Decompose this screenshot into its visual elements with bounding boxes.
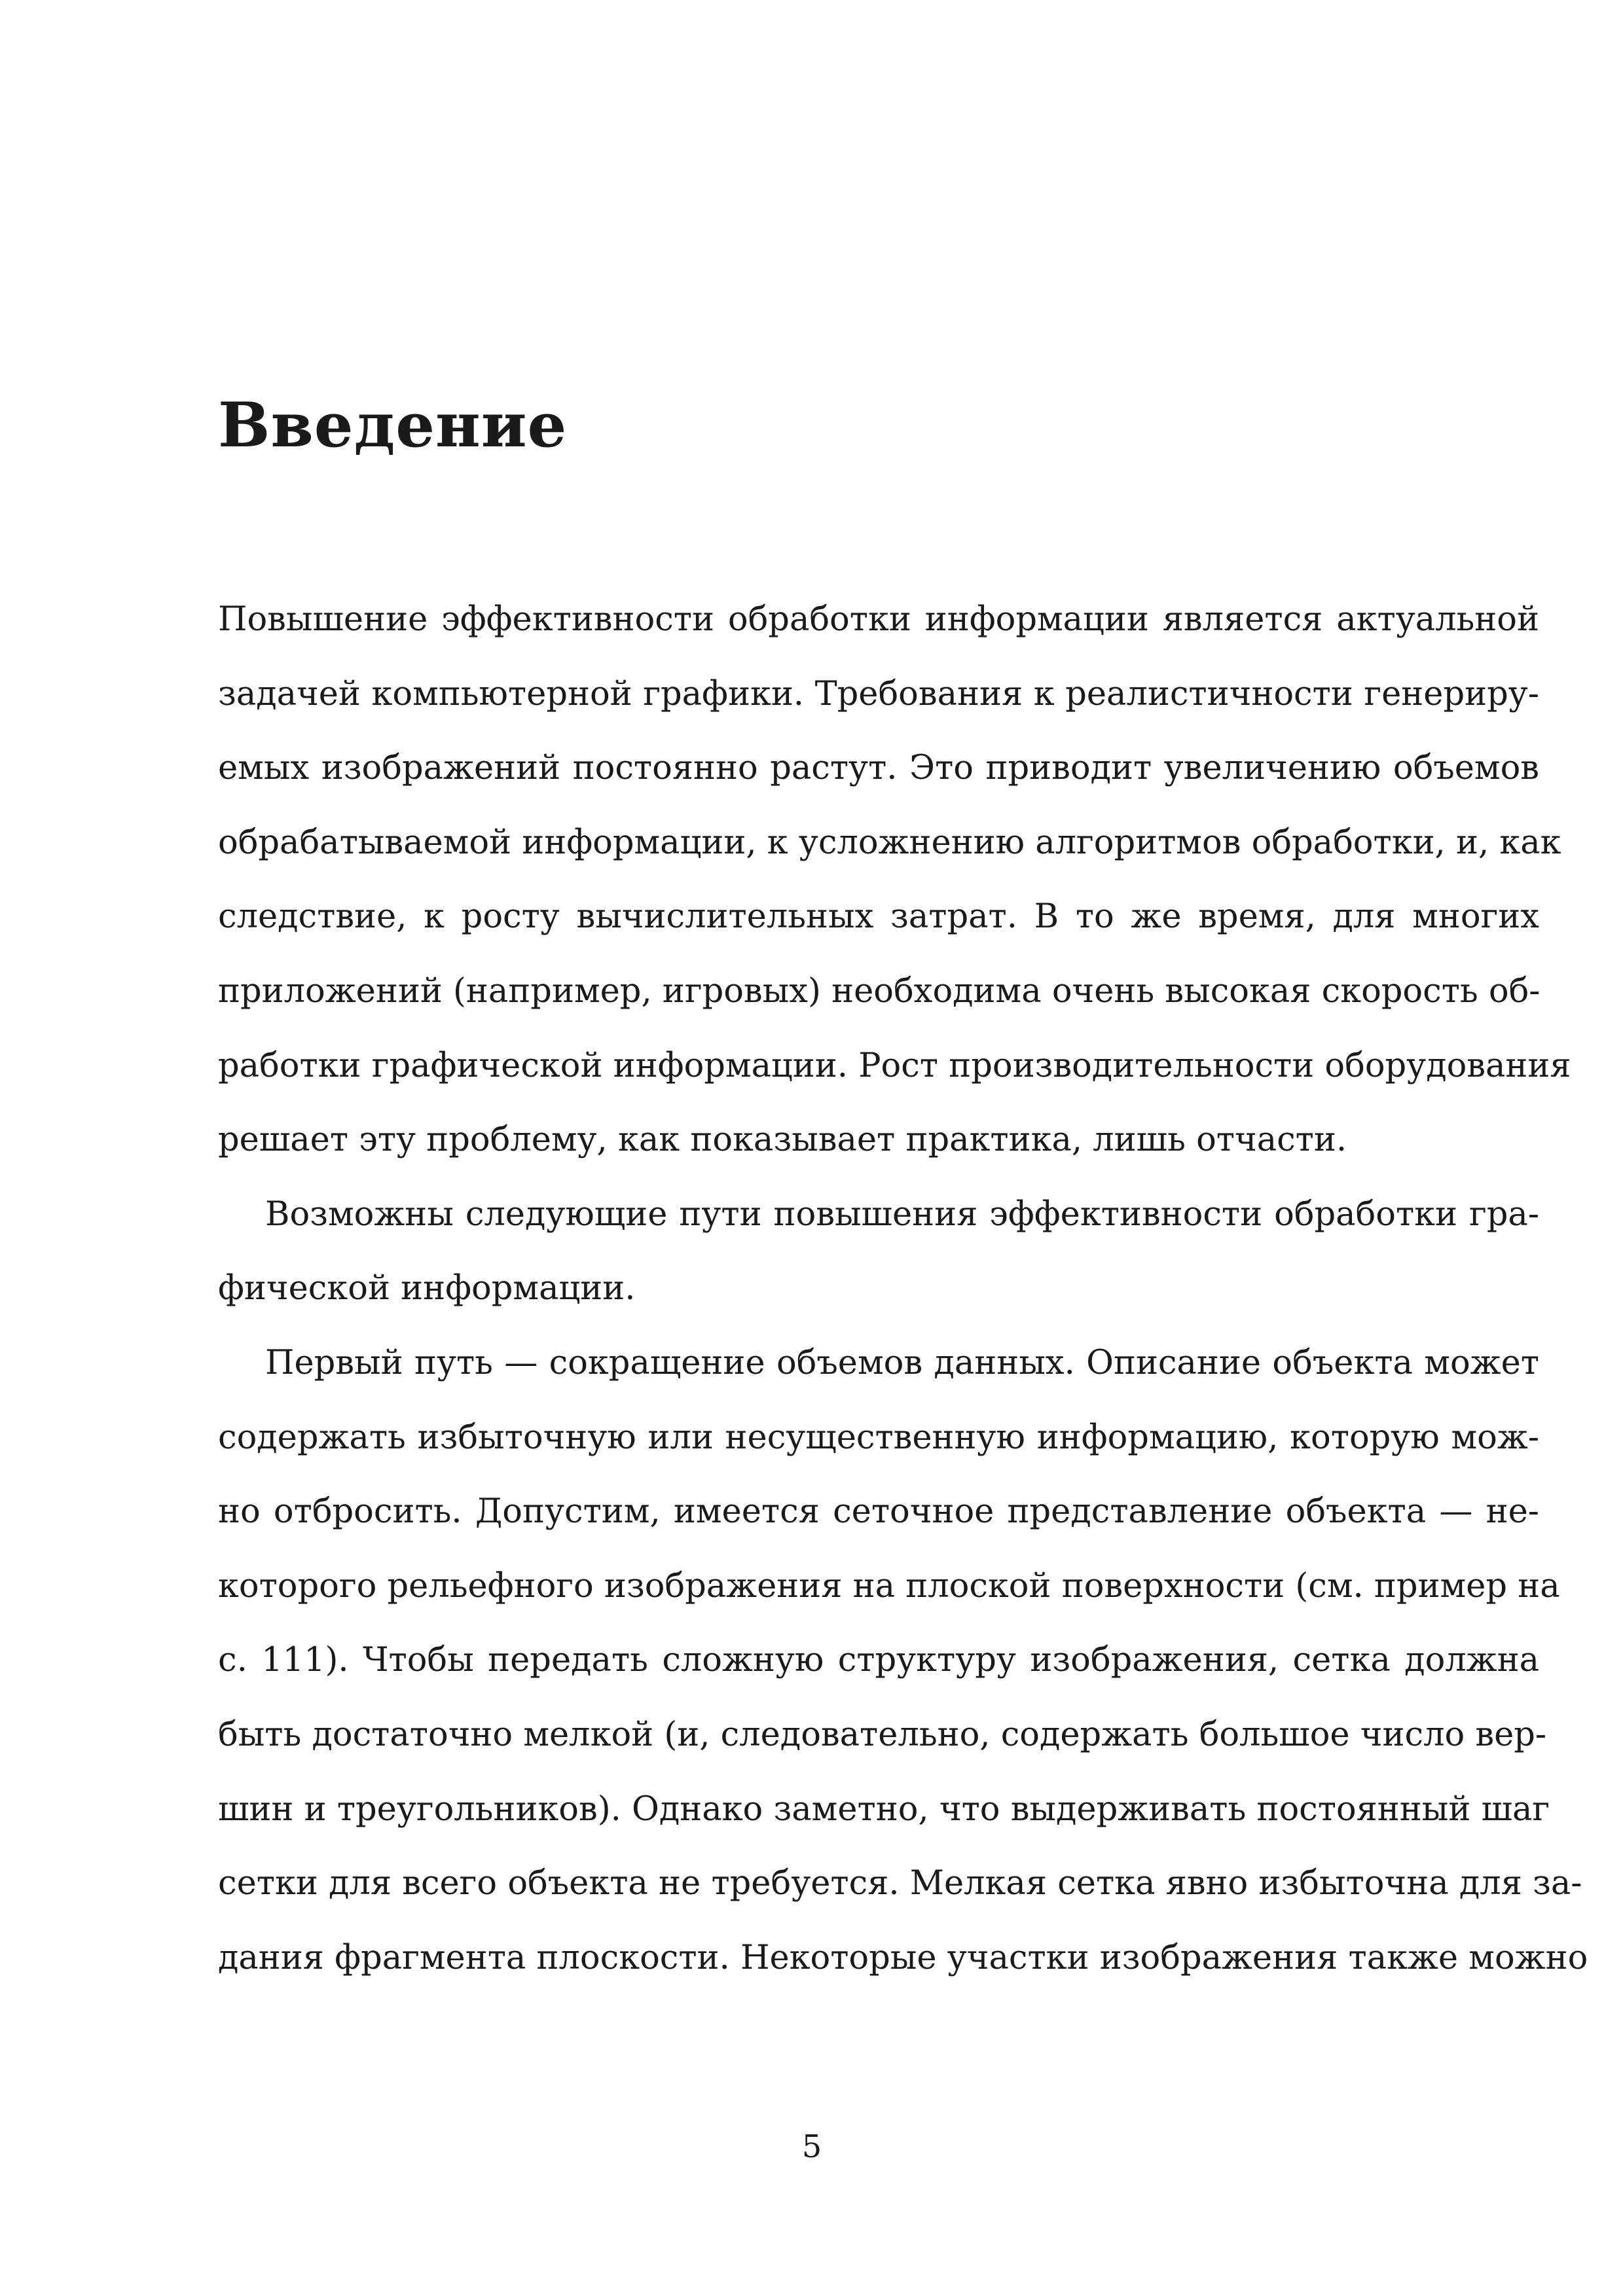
text-line: емых изображений постоянно растут. Это приводит увеличению объемов [218, 749, 1539, 788]
text-line: следствие, к росту вычислительных затрат. В то же время, для многих [218, 897, 1539, 937]
text-line: быть достаточно мелкой (и, следовательно, содержать большое число вер- [218, 1715, 1547, 1754]
text-line: задачей компьютерной графики. Требования к реалистичности генериру- [218, 674, 1539, 713]
text-line: шин и треугольников). Однако заметно, что выдерживать постоянный шаг [218, 1789, 1550, 1829]
text-line: которого рельефного изображения на плоской поверхности (см. пример на [218, 1566, 1560, 1605]
text-line: Первый путь — сокращение объемов данных. Описание объекта может [265, 1343, 1539, 1382]
body-text [218, 583, 1588, 1995]
text-line: решает эту проблему, как показывает практика, лишь отчасти. [218, 1121, 1347, 1160]
text-line: сетки для всего объекта не требуется. Мелкая сетка явно избыточна для за- [218, 1864, 1582, 1903]
text-line: Возможны следующие пути повышения эффективности обработки гра- [265, 1194, 1539, 1234]
text-line: приложений (например, игровых) необходима очень высокая скорость об- [218, 971, 1541, 1011]
text-line: обрабатываемой информации, к усложнению алгоритмов обработки, и, как [218, 823, 1561, 862]
text-line: содержать избыточную или несущественную информацию, которую мож- [218, 1418, 1539, 1457]
text-line: но отбросить. Допустим, имеется сеточное представление объекта — не- [218, 1492, 1539, 1532]
chapter-title: Введение [218, 389, 568, 461]
text-line: работки графической информации. Рост производительности оборудования [218, 1046, 1571, 1085]
text-line: с. 111). Чтобы передать сложную структуру изображения, сетка должна [218, 1641, 1539, 1680]
text-line: Повышение эффективности обработки информации является актуальной [218, 600, 1539, 639]
text-line: фической информации. [218, 1269, 636, 1308]
text-line: дания фрагмента плоскости. Некоторые участки изображения также можно [218, 1938, 1588, 1977]
page-number: 5 [801, 2128, 822, 2165]
